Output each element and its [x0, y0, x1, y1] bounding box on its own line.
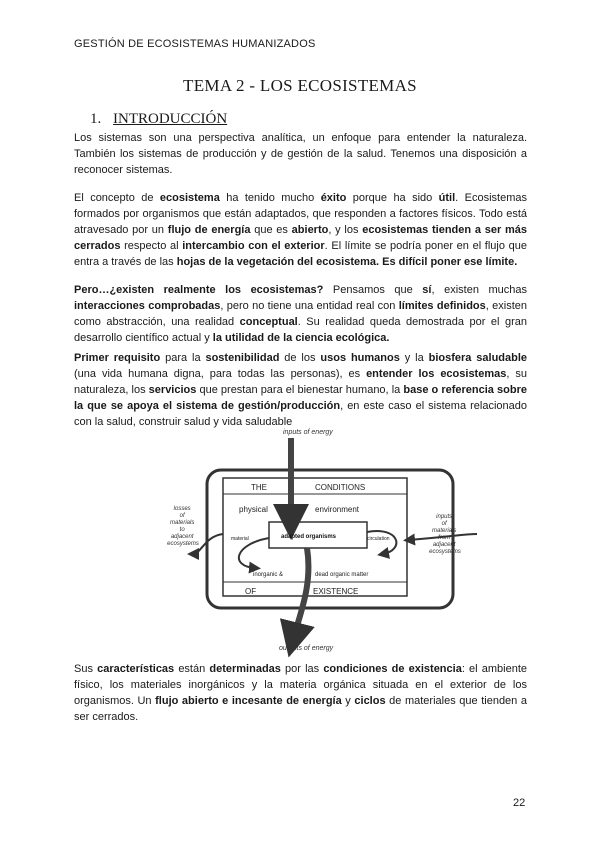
- ecosystem-diagram: [167, 426, 475, 652]
- of-label: OF: [245, 587, 257, 596]
- text-run: , existen muchas: [431, 284, 527, 296]
- text-run: porque ha sido: [346, 192, 439, 204]
- bold-term: ecosistema: [159, 192, 220, 204]
- bold-term: Pero…¿existen realmente los ecosistemas?: [74, 284, 324, 296]
- bold-term: éxito: [320, 192, 347, 204]
- text-run: , su naturaleza, los: [74, 368, 527, 396]
- text-run: El concepto de: [74, 192, 160, 204]
- conditions-label: CONDITIONS: [315, 483, 366, 492]
- bold-term: interacciones comprobadas: [74, 300, 221, 312]
- paragraph-3: [74, 282, 527, 346]
- organisms-label: adapted organisms: [281, 534, 337, 540]
- bold-term: condiciones de existencia: [323, 663, 462, 675]
- text-run: , en este caso el sistema relacionado con la salud, construir salud y vida saludable: [74, 400, 527, 428]
- bold-term: determinadas: [209, 663, 281, 675]
- section-title: INTRODUCCIÓN: [113, 111, 228, 127]
- page-number: 22: [513, 797, 526, 809]
- text-run: Sus: [74, 663, 98, 675]
- text-run: de materiales que tienden a ser cerrados.: [74, 695, 527, 723]
- bold-term: sí: [422, 284, 432, 296]
- paragraph-1: [74, 130, 527, 178]
- text-run: y la: [399, 352, 429, 364]
- text-run: que prestan para el bienestar humano, la: [196, 384, 404, 396]
- text-run: y: [341, 695, 355, 707]
- text-run: (una vida humana digna, para todas las personas), es: [74, 368, 367, 380]
- section-number: 1.: [90, 111, 102, 127]
- bold-term: hojas de la vegetación del ecosistema. Es difícil poner ese límite.: [176, 256, 518, 268]
- bold-term: límites definidos: [398, 300, 486, 312]
- inputs-materials-label: inputs of materials from adjacent ecosystems: [429, 514, 461, 555]
- bold-term: la utilidad de la ciencia ecológica.: [212, 332, 390, 344]
- text-run: están: [174, 663, 210, 675]
- bold-term: usos humanos: [320, 352, 400, 364]
- text-run: para la: [160, 352, 206, 364]
- text-run: , existen como abstracción, una realidad: [74, 300, 528, 328]
- outputs-energy-label: outputs of energy: [279, 645, 334, 652]
- bold-term: ecosistemas tienden a ser más cerrados: [74, 224, 527, 252]
- bold-term: servicios: [148, 384, 197, 396]
- bold-term: características: [97, 663, 175, 675]
- bold-term: ciclos: [354, 695, 386, 707]
- text-run: , y los: [328, 224, 363, 236]
- text-run: . El límite se podría poner en el flujo que entra a través de las: [74, 240, 527, 268]
- bold-term: útil: [438, 192, 456, 204]
- bold-term: entender los ecosistemas: [366, 368, 507, 380]
- text-run: . Su realidad queda demostrada por el gran desarrollo científico actual y: [74, 316, 527, 344]
- inorganic-label: inorganic &: [253, 572, 284, 578]
- paragraph-5: [74, 661, 527, 725]
- losses-label: losses of materials to adjacent ecosystems: [167, 506, 199, 547]
- bold-term: flujo abierto e incesante de energía: [155, 695, 342, 707]
- bold-term: flujo de energía: [167, 224, 251, 236]
- dead-organic-label: dead organic matter: [315, 572, 369, 578]
- section-heading: [90, 111, 227, 128]
- page-title: TEMA 2 - LOS ECOSISTEMAS: [183, 76, 417, 95]
- document-header: GESTIÓN DE ECOSISTEMAS HUMANIZADOS: [74, 38, 316, 50]
- text-run: , pero no tiene una entidad real con: [220, 300, 399, 312]
- bold-term: biosfera saludable: [428, 352, 528, 364]
- text-run: Los sistemas son una perspectiva analítica, un enfoque para entender la naturaleza. También los sistemas de producción y de gestión de la salud. Tenemos una disposición a reconocer sistemas.: [74, 132, 527, 176]
- text-run: respecto al: [120, 240, 183, 252]
- bold-term: sostenibilidad: [205, 352, 280, 364]
- text-run: Pensamos que: [323, 284, 423, 296]
- material-label: material: [231, 536, 249, 542]
- paragraph-2: [74, 190, 527, 270]
- bold-term: intercambio con el exterior: [182, 240, 325, 252]
- text-run: por las: [280, 663, 324, 675]
- text-run: : el ambiente físico, los materiales inorgánicos y la materia orgánica situada en el exterior de los organismos. Un: [74, 663, 527, 707]
- environment-label: environment: [315, 505, 360, 514]
- bold-term: conceptual: [239, 316, 298, 328]
- circulation-label: circulation: [367, 536, 390, 542]
- energy-output-arrow: [293, 548, 308, 640]
- bold-term: Primer requisito: [74, 352, 161, 364]
- inputs-energy-label: inputs of energy: [283, 429, 333, 436]
- text-run: que es: [250, 224, 292, 236]
- bold-term: base o referencia sobre la que se apoya el sistema de gestión/producción: [74, 384, 527, 412]
- bold-term: abierto: [291, 224, 329, 236]
- existence-label: EXISTENCE: [313, 587, 359, 596]
- paragraph-4: [74, 350, 527, 430]
- text-run: de los: [279, 352, 321, 364]
- the-label: THE: [251, 483, 267, 492]
- text-run: ha tenido mucho: [219, 192, 321, 204]
- text-run: . Ecosistemas formados por organismos que están adaptados, que responden a factores físicos. Todo está atravesado por un: [74, 192, 527, 236]
- physical-label: physical: [239, 505, 268, 514]
